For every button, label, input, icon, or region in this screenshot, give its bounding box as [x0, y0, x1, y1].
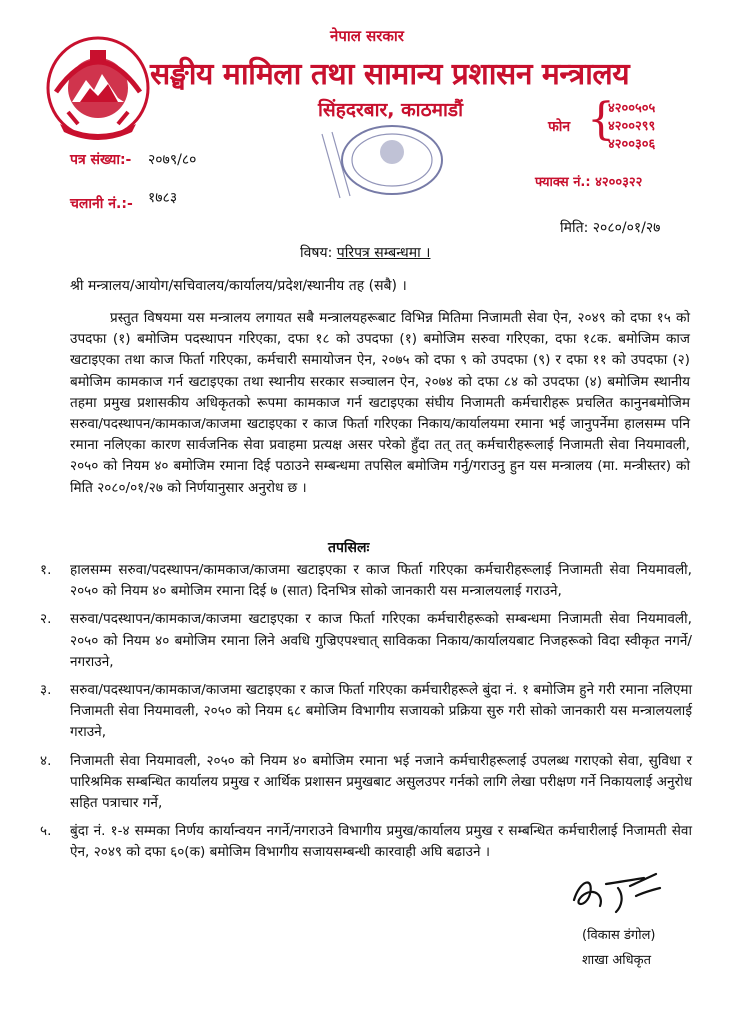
- item-text: निजामती सेवा नियमावली, २०५० को नियम ४० बमोजिम रमाना भई नजाने कर्मचारीहरूलाई उपलब्ध गराएको सेवा, सुविधा र पारिश्रमिक सम्बन्धित कार्यालय प्रमुख र आर्थिक प्रशासन प्रमुखबाट असुलउपर गर्नको लागि लेखा परीक्षण गर्ने निकायलाई अनुरोध सहित पत्राचार गर्ने,: [70, 752, 692, 812]
- item-number: १.: [40, 562, 52, 578]
- item-number: ५.: [40, 823, 52, 840]
- subject-label: विषय:: [300, 245, 333, 261]
- list-item: [40, 821, 692, 863]
- letter-number-value: २०७९/८०: [148, 152, 197, 168]
- phone-number: ४२००२९९: [608, 119, 656, 134]
- item-text: सरुवा/पदस्थापन/कामकाज/काजमा खटाइएका र काज फिर्ता गरिएका कर्मचारीहरूले बुंदा नं. १ बमोजिम हुने गरी रमाना नलिएमा निजामती सेवा नियमावली, २०५० को नियम ६८ बमोजिम विभागीय सजायको प्रक्रिया सुरु गरी सोको जानकारी यस मन्त्रालयलाई गराउने,: [70, 682, 692, 741]
- item-number: ३.: [40, 682, 52, 699]
- phone-number: ४२००३०६: [608, 137, 656, 152]
- government-name: नेपाल सरकार: [330, 27, 404, 45]
- body-paragraph: प्रस्तुत विषयमा यस मन्त्रालय लगायत सबै मन्त्रालयहरूबाट विभिन्न मितिमा निजामती सेवा ऐन, २०४९ को दफा १५ को उपदफा (१) बमोजिम पदस्थापन गरिएका, दफा १८ को उपदफा (१) बमोजिम सरुवा गरिएका, दफा १८क. बमोजिम काज खटाइएका तथा काज फिर्ता गरिएका, कर्मचारी समायोजन ऐन, २०७५ को दफा ९ को उपदफा (९) र दफा ११ को उपदफा (२) बमोजिम कामकाज गर्न खटाइएका तथा स्थानीय सरकार सञ्चालन ऐन, २०७४ को दफा ८४ को उपदफा (४) बमोजिम स्थानीय तहमा प्रमुख प्रशासकीय अधिकृतको रूपमा कामकाज गर्न खटाइएका संघीय निजामती कर्मचारीहरू प्रचलित कानुनबमोजिम सरुवा/पदस्थापन/कामकाज/काजमा खटाइएका र काज फिर्ता गरिएका निकाय/कार्यालयमा रमाना भई जानुपर्नेमा हालसम्म पनि रमाना नलिएका कारण सार्वजनिक सेवा प्रवाहमा प्रत्यक्ष असर परेको हुँदा तत् तत् कर्मचारीहरूलाई निजामती सेवा नियमावली, २०५० को नियम ४० बमोजिम रमाना दिई पठाउने सम्बन्धमा तपसिल बमोजिम गर्नु/गराउनु हुन यस मन्त्रालय (मा. मन्त्रीस्तर) को मिति २०८०/०१/२७ को निर्णयानुसार अनुरोध छ ।: [70, 310, 690, 496]
- list-item: [40, 560, 692, 602]
- ministry-location: सिंहदरबार, काठमाडौं: [318, 99, 464, 121]
- phone-brace: {: [587, 94, 615, 145]
- schedule-heading: तपसिलः: [328, 540, 370, 556]
- phone-label: फोन: [548, 119, 571, 135]
- list-item: [40, 751, 692, 815]
- nepal-emblem-icon: [38, 32, 158, 144]
- dispatch-number-label: चलानी नं.:-: [70, 196, 133, 212]
- list-item: [40, 609, 692, 673]
- signatory-title: शाखा अधिकृत: [582, 953, 652, 968]
- item-text: सरुवा/पदस्थापन/कामकाज/काजमा खटाइएका र काज फिर्ता गरिएका कर्मचारीहरूको सम्बन्धमा निजामती सेवा नियमावली, २०५० को नियम ४० बमोजिम रमाना लिने अवधि गुज्रिएपश्चात् साविकका निकाय/कार्यालयबाट निजहरूको विदा स्वीकृत नगर्ने/नगराउने,: [70, 611, 692, 670]
- phone-list: [608, 100, 655, 154]
- subject-text: परिपत्र सम्बन्धमा ।: [336, 245, 431, 261]
- addressee-line: श्री मन्त्रालय/आयोग/सचिवालय/कार्यालय/प्रदेश/स्थानीय तह (सबै) ।: [70, 278, 407, 294]
- letter-date: मिति: २०८०/०१/२७: [560, 220, 661, 236]
- phone-number: ४२००५०५: [608, 101, 656, 116]
- fax-number: ४२००३२२: [595, 175, 643, 190]
- fax-label: फ्याक्स नं.:: [535, 175, 591, 190]
- fax-line: [535, 172, 642, 190]
- item-text: हालसम्म सरुवा/पदस्थापन/कामकाज/काजमा खटाइएका र काज फिर्ता गरिएका कर्मचारीहरूलाई निजामती सेवा नियमावली, २०५० को नियम ४० बमोजिम रमाना दिई ७ (सात) दिनभित्र सोको जानकारी यस मन्त्रालयलाई गराउने,: [70, 562, 692, 600]
- item-number: २.: [40, 611, 52, 628]
- schedule-list: [40, 560, 692, 871]
- subject-line: [300, 243, 430, 262]
- letter-number-label: पत्र संख्या:-: [70, 152, 132, 168]
- ministry-name: सङ्घीय मामिला तथा सामान्य प्रशासन मन्त्रालय: [150, 57, 630, 92]
- item-text: बुंदा नं. १-४ सम्मका निर्णय कार्यान्वयन नगर्ने/नगराउने विभागीय प्रमुख/कार्यालय प्रमुख र सम्बन्धित कर्मचारीलाई निजामती सेवा ऐन, २०४९ को दफा ६०(क) बमोजिम विभागीय सजायसम्बन्धी कारवाही अघि बढाउने ।: [70, 823, 693, 861]
- list-item: [40, 680, 692, 744]
- handwritten-signature: [560, 866, 670, 922]
- signatory-name: (विकास डंगोल): [582, 928, 656, 943]
- office-seal-stamp: [292, 122, 452, 202]
- item-number: ४.: [40, 752, 52, 769]
- dispatch-number-value: १७८३: [148, 190, 178, 206]
